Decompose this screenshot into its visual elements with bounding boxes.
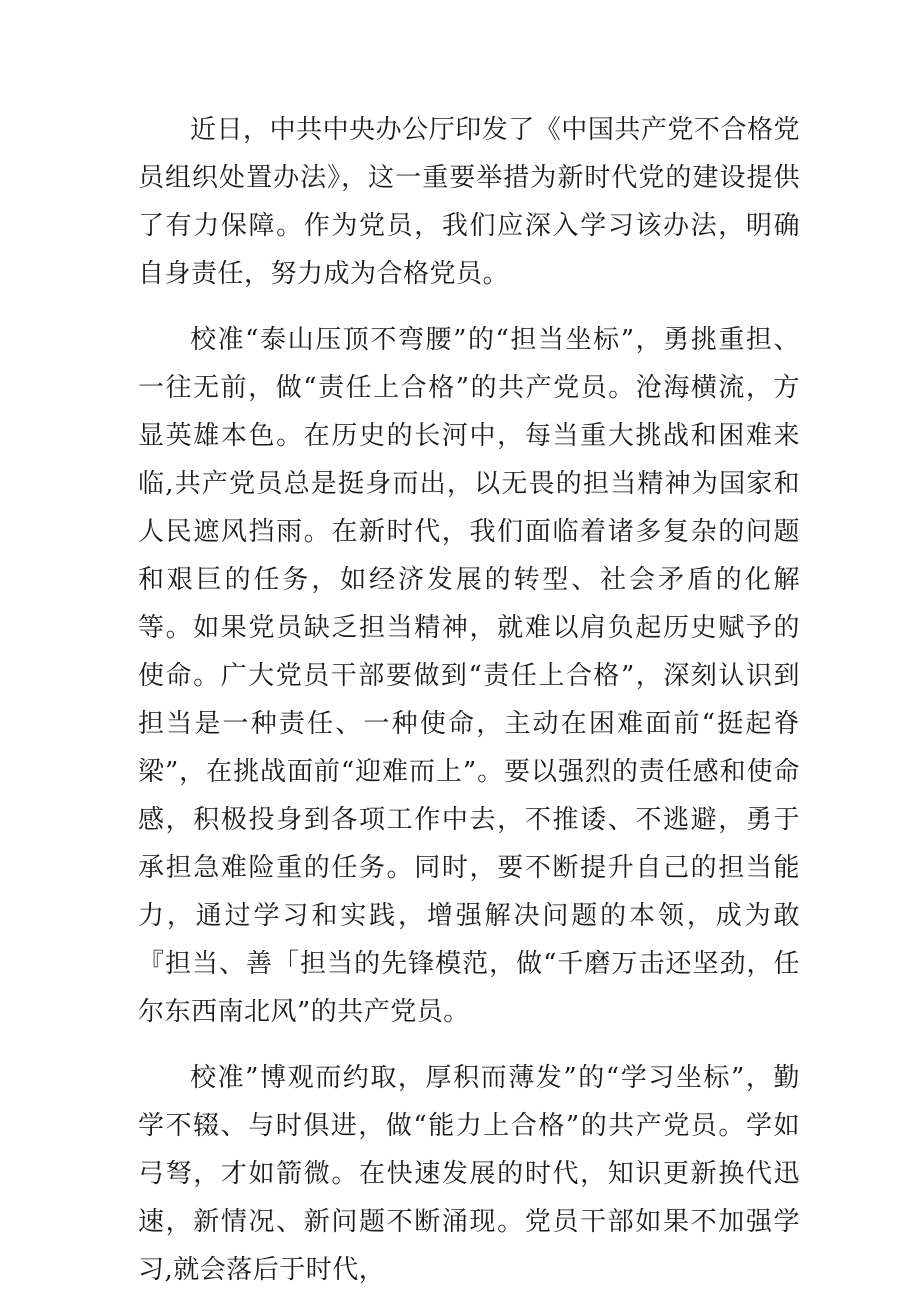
paragraph-intro: 近日，中共中央办公厅印发了《中国共产党不合格党员组织处置办法》，这一重要举措为新时代党的建设提供了有力保障。作为党员，我们应深入学习该办法，明确自身责任，努力成为合格党员。: [138, 115, 800, 289]
paragraph-learning: 校准”博观而约取，厚积而薄发”的“学习坐标”，勤学不辍、与时俱进，做“能力上合格”的共产党员。学如弓弩，才如箭微。在快速发展的时代，知识更新换代迅速，新情况、新问题不断涌现。党员干部如果不加强学习,就会落后于时代，: [138, 1063, 800, 1285]
paragraph-responsibility: 校准“泰山压顶不弯腰”的“担当坐标”，勇挑重担、一往无前，做“责任上合格”的共产党员。沧海横流，方显英雄本色。在历史的长河中，每当重大挑战和困难来临,共产党员总是挺身而出，以无畏的担当精神为国家和人民遮风挡雨。在新时代，我们面临着诸多复杂的问题和艰巨的任务，如经济发展的转型、社会矛盾的化解等。如果党员缺乏担当精神，就难以肩负起历史赋予的使命。广大党员干部要做到“责任上合格”，深刻认识到担当是一种责任、一种使命，主动在困难面前“挺起脊梁”，在挑战面前“迎难而上”。要以强烈的责任感和使命感，积极投身到各项工作中去，不推诿、不逃避，勇于承担急难险重的任务。同时，要不断提升自己的担当能力，通过学习和实践，增强解决问题的本领，成为敢『担当、善「担当的先锋模范，做“千磨万击还坚劲，任尔东西南北风”的共产党员。: [138, 325, 800, 1027]
document-body: [138, 106, 800, 1294]
